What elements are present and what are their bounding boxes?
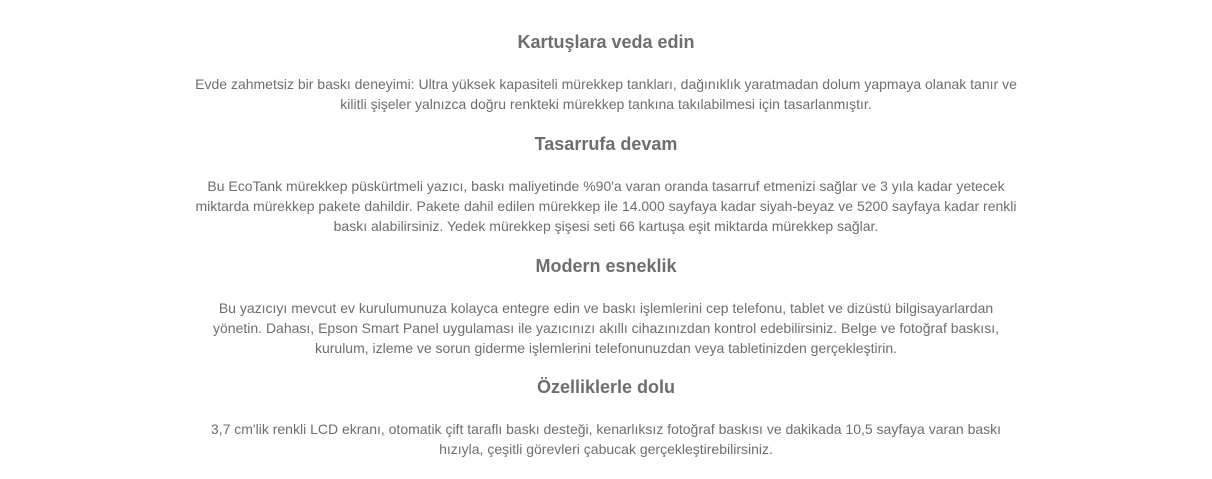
section-heading: Özelliklerle dolu	[536, 377, 676, 397]
section-heading: Tasarrufa devam	[534, 134, 678, 154]
feature-section-ink-tanks	[0, 31, 1212, 114]
section-text: 3,7 cm'lik renkli LCD ekranı, otomatik çift taraflı baskı desteği, kenarlıksız fotoğraf baskısı ve dakikada 10,5 sayfaya varan baskı hızıyla, çeşitli görevleri çabucak gerçekleştirebilirsiniz.	[210, 421, 1002, 457]
section-text: Bu EcoTank mürekkep püskürtmeli yazıcı, baskı maliyetinde %90'a varan oranda tasarruf etmenizi sağlar ve 3 yıla kadar yetecek miktarda mürekkep pakete dahildir. Pakete dahil edilen mürekkep ile 14.000 sayfaya kadar siyah-beyaz ve 5200 sayfaya kadar renkli baskı alabilirsiniz. Yedek mürekkep şişesi seti 66 kartuşa eşit miktarda mürekkep sağlar.	[195, 178, 1017, 234]
section-heading: Modern esneklik	[535, 256, 677, 276]
section-text: Bu yazıcıyı mevcut ev kurulumunuza kolayca entegre edin ve baskı işlemlerini cep telefonu, tablet ve dizüstü bilgisayarlardan yönetin. Dahası, Epson Smart Panel uygulaması ile yazıcınızı akıllı cihazınızdan kontrol edebilirsiniz. Belge ve fotoğraf baskısı, kurulum, izleme ve sorun giderme işlemlerini telefonunuzdan veya tabletinizden gerçekleştirin.	[213, 300, 999, 356]
section-heading: Kartuşlara veda edin	[517, 32, 695, 52]
section-text: Evde zahmetsiz bir baskı deneyimi: Ultra yüksek kapasiteli mürekkep tankları, dağınıklık yaratmadan dolum yapmaya olanak tanır ve kilitli şişeler yalnızca doğru renkteki mürekkep tankına takılabilmesi için tasarlanmıştır.	[195, 76, 1017, 112]
feature-section-features	[0, 376, 1212, 459]
feature-section-flexibility	[0, 255, 1212, 358]
feature-section-savings	[0, 133, 1212, 236]
